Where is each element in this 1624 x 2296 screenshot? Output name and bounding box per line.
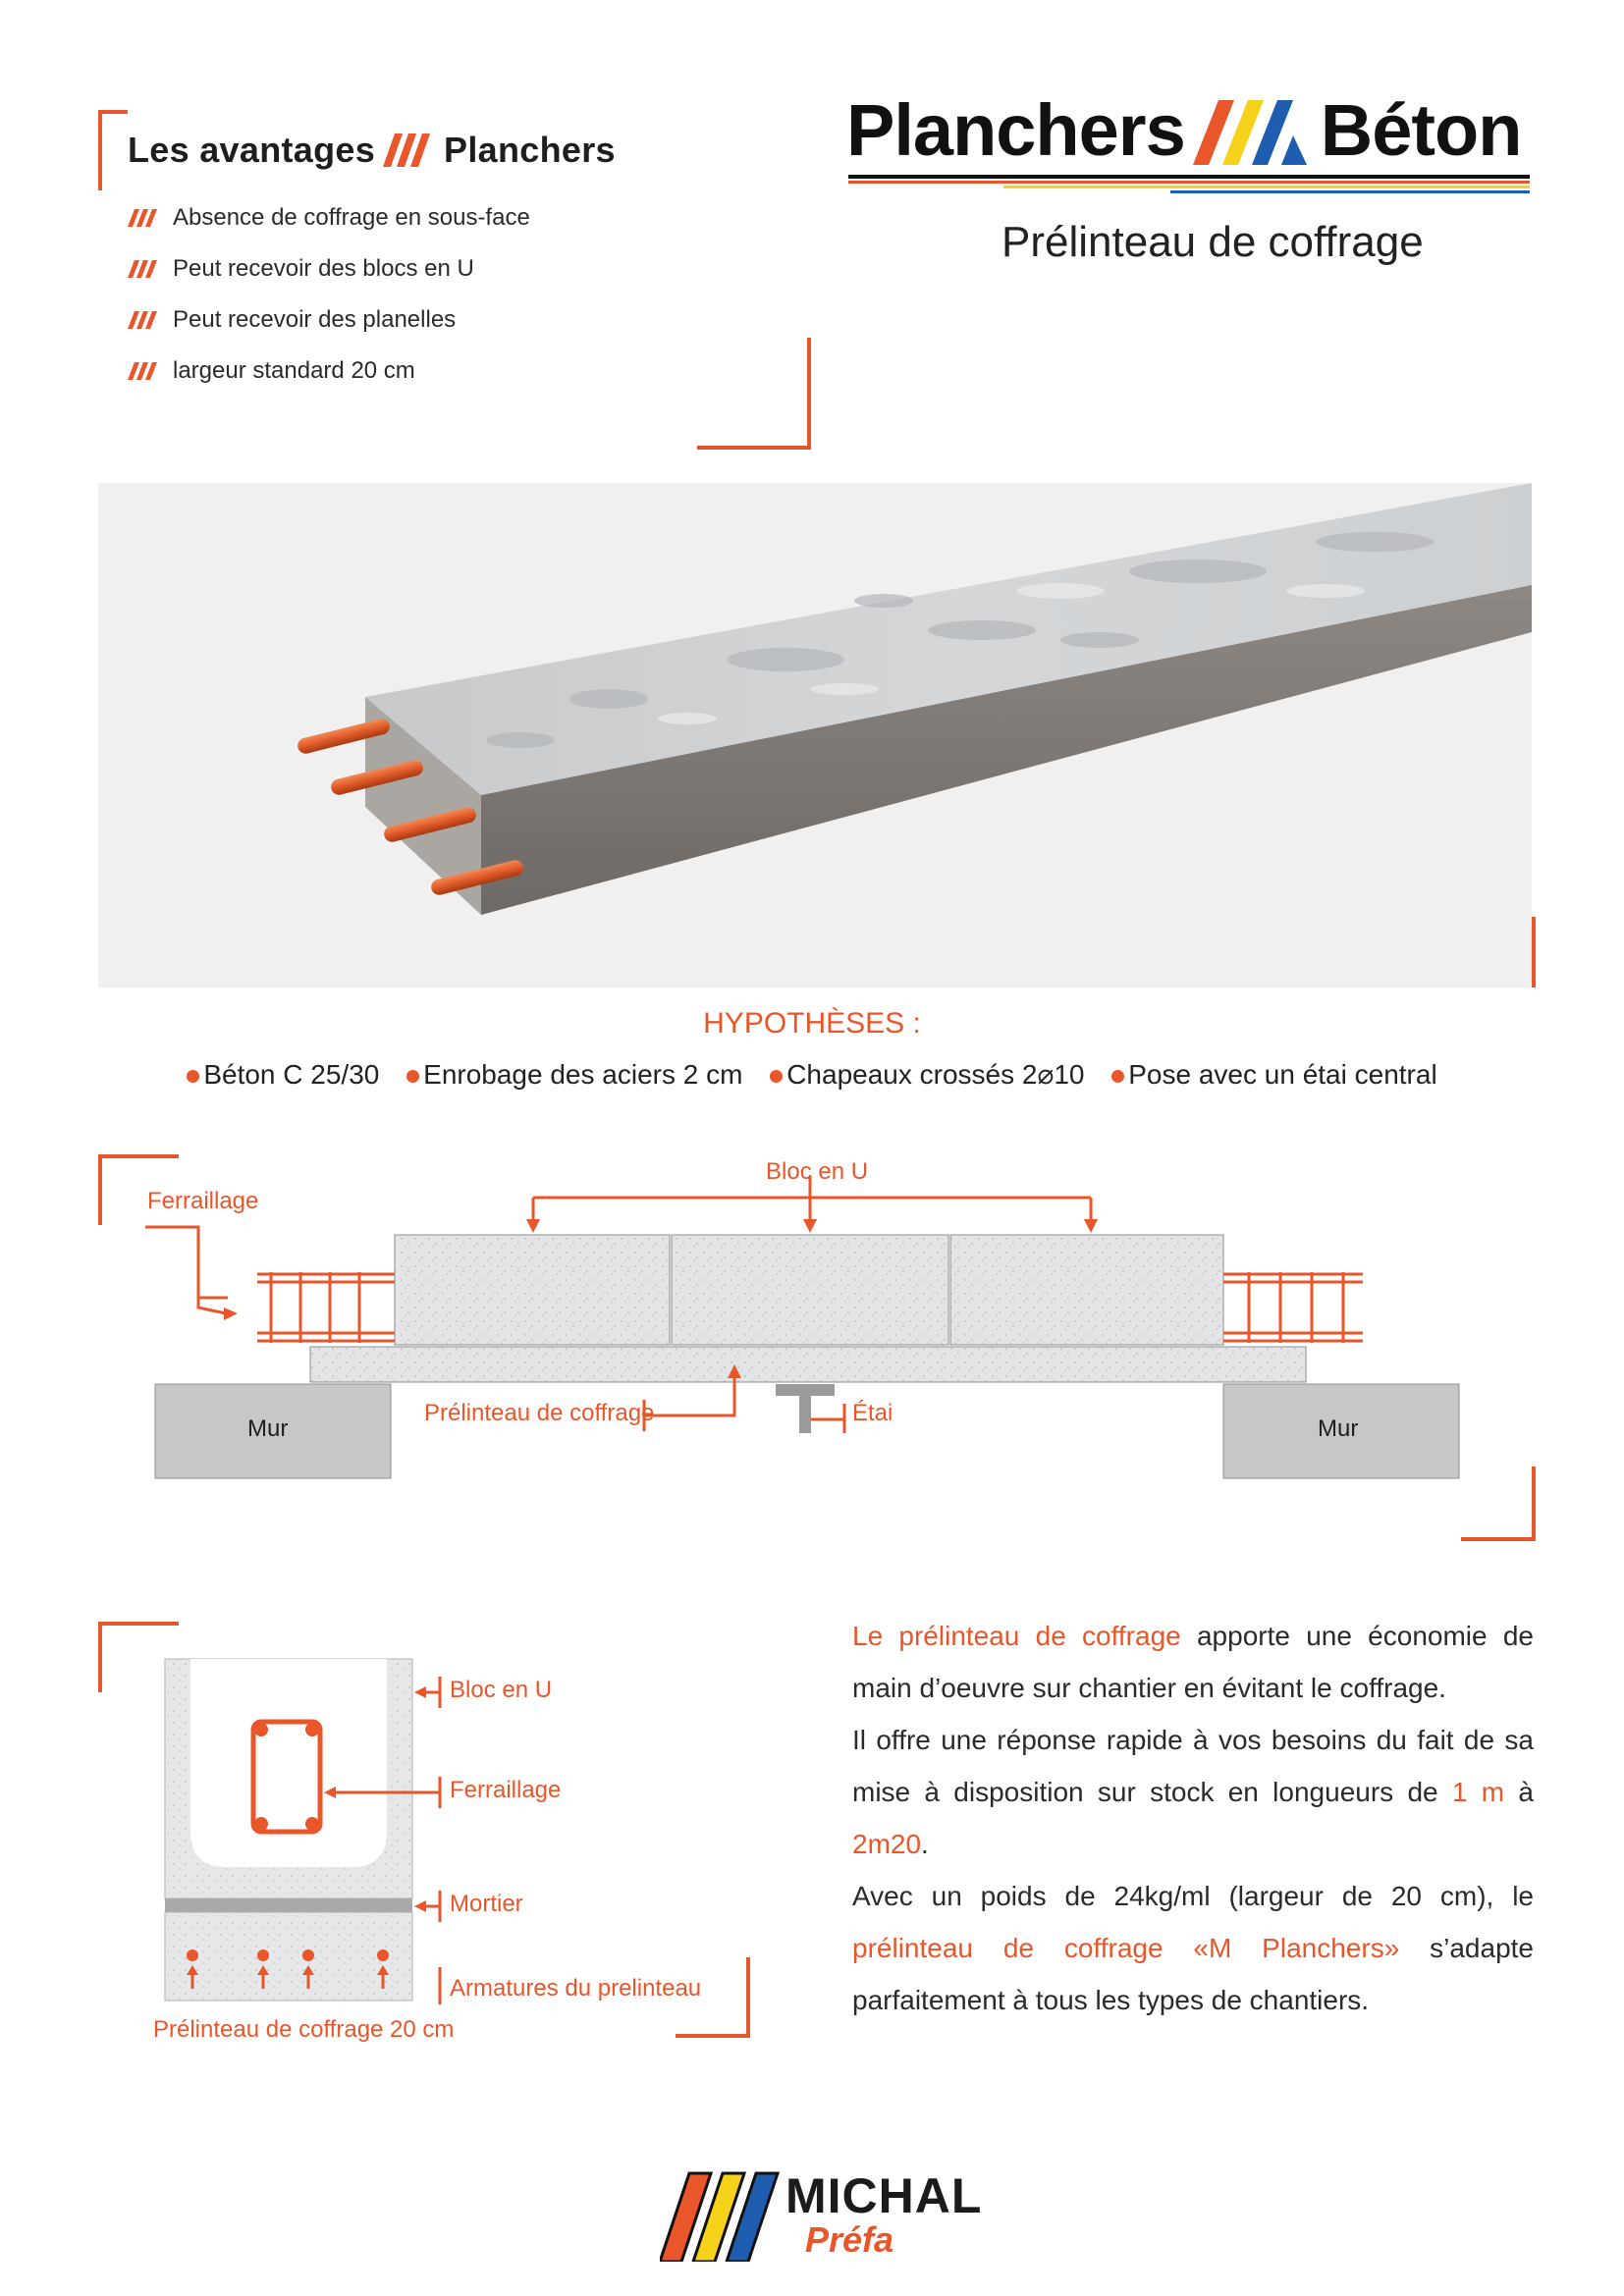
- rebar-cage-right: [1223, 1272, 1363, 1343]
- prop-shape: [776, 1384, 835, 1433]
- advantage-text: Peut recevoir des blocs en U: [173, 255, 474, 282]
- arrowheads: [526, 1219, 1098, 1233]
- highlight-text: prélinteau de coffrage «M Planchers»: [852, 1933, 1400, 1963]
- list-item: [128, 346, 530, 397]
- advantages-title: [128, 130, 616, 171]
- brand-right: Béton: [1320, 89, 1522, 171]
- description-text-part: s’adapte parfaitement à tous les types de chantiers.: [852, 1933, 1534, 2015]
- advantage-text: Absence de coffrage en sous-face: [173, 204, 530, 231]
- u-block: [950, 1235, 1223, 1345]
- m-bullet-icon: [128, 311, 161, 329]
- hypotheses-title: HYPOTHÈSES :: [703, 1007, 921, 1040]
- wall-label-right: Mur: [1318, 1415, 1359, 1442]
- prelinteau-label: Prélinteau de coffrage: [424, 1400, 655, 1426]
- brand-left: Planchers: [846, 89, 1185, 171]
- hypothesis-item: [770, 1059, 1084, 1090]
- hypothesis-text: Béton C 25/30: [203, 1059, 380, 1090]
- m-bullet-icon: [128, 260, 161, 278]
- logo-stripe-orange: [848, 181, 1530, 184]
- list-item: [128, 243, 530, 294]
- section-bloc-label: Bloc en U: [450, 1677, 553, 1703]
- section-caption: Prélinteau de coffrage 20 cm: [153, 2016, 455, 2043]
- section-ferraillage-label: Ferraillage: [450, 1777, 562, 1803]
- highlight-text: Le prélinteau de coffrage: [852, 1621, 1181, 1651]
- m-bullet-icon: [128, 209, 161, 227]
- u-block: [395, 1235, 670, 1345]
- logo-stripe-yellow: [1003, 186, 1530, 188]
- etai-label: Étai: [852, 1400, 893, 1426]
- highlight-text: 1 m: [1451, 1777, 1505, 1807]
- section-mortier-label: Mortier: [450, 1891, 523, 1917]
- footer-sub: Préfa: [805, 2219, 894, 2260]
- description-text-part: .: [921, 1829, 929, 1859]
- hypothesis-item: [406, 1059, 742, 1090]
- brand-logo: [846, 86, 1534, 196]
- product-render: [98, 483, 1532, 988]
- m-logo-icon: [660, 2167, 782, 2262]
- u-block: [672, 1235, 948, 1345]
- list-item: [128, 192, 530, 243]
- footer-brand: MICHAL: [785, 2168, 983, 2223]
- list-item: [128, 294, 530, 346]
- prelinteau-section: [165, 1912, 412, 2001]
- advantages-title-brand: Planchers: [444, 130, 616, 170]
- hypothesis-text: Chapeaux crossés 2⌀10: [786, 1059, 1085, 1090]
- logo-stripe-black: [848, 175, 1530, 179]
- logo-stripe-blue: [1170, 190, 1530, 193]
- advantages-list: [128, 192, 530, 397]
- advantages-title-prefix: Les avantages: [128, 130, 376, 170]
- description-text-part: à: [1504, 1777, 1534, 1807]
- bullet-dot-icon: [1111, 1070, 1124, 1083]
- hypothesis-text: Enrobage des aciers 2 cm: [423, 1059, 743, 1090]
- m-logo-icon: [383, 133, 436, 167]
- bullet-dot-icon: [187, 1070, 199, 1083]
- mortar-layer: [165, 1898, 412, 1912]
- hypothesis-item: [1111, 1059, 1436, 1090]
- description-text-part: Il offre une réponse rapide à vos besoins du fait de sa mise à disposition sur stock en longueurs de: [852, 1725, 1534, 1807]
- hypothesis-item: [187, 1059, 379, 1090]
- m-bullet-icon: [128, 362, 161, 380]
- description-text: [852, 1610, 1534, 2026]
- highlight-text: 2m20: [852, 1829, 922, 1859]
- u-block-cavity: [190, 1659, 387, 1867]
- m-logo-icon: [1193, 96, 1313, 165]
- bloc-u-label: Bloc en U: [766, 1158, 869, 1185]
- corner-bracket: [697, 338, 811, 450]
- advantage-text: largeur standard 20 cm: [173, 357, 415, 384]
- bullet-dot-icon: [406, 1070, 419, 1083]
- page-subtitle: Prélinteau de coffrage: [1001, 218, 1424, 266]
- rebar-cage-left: [257, 1272, 395, 1343]
- footer-logo: [660, 2167, 983, 2262]
- prelinteau-slab: [310, 1347, 1306, 1382]
- prelinteau-3d-illustration: [98, 483, 1532, 988]
- hypotheses-list: [0, 1058, 1624, 1091]
- section-armatures-label: Armatures du prelinteau: [450, 1975, 702, 2002]
- cross-section-diagram: [147, 1649, 697, 2022]
- bullet-dot-icon: [770, 1070, 783, 1083]
- corner-bracket: [98, 110, 128, 190]
- hypothesis-text: Pose avec un étai central: [1128, 1059, 1437, 1090]
- description-text-part: Avec un poids de 24kg/ml (largeur de 20 cm), le: [852, 1881, 1534, 1911]
- description-text-part: apporte une économie de main d’oeuvre sur chantier en évitant le coffrage.: [852, 1621, 1534, 1703]
- wall-label-left: Mur: [247, 1415, 289, 1442]
- advantage-text: Peut recevoir des planelles: [173, 306, 457, 333]
- ferraillage-label: Ferraillage: [147, 1188, 259, 1214]
